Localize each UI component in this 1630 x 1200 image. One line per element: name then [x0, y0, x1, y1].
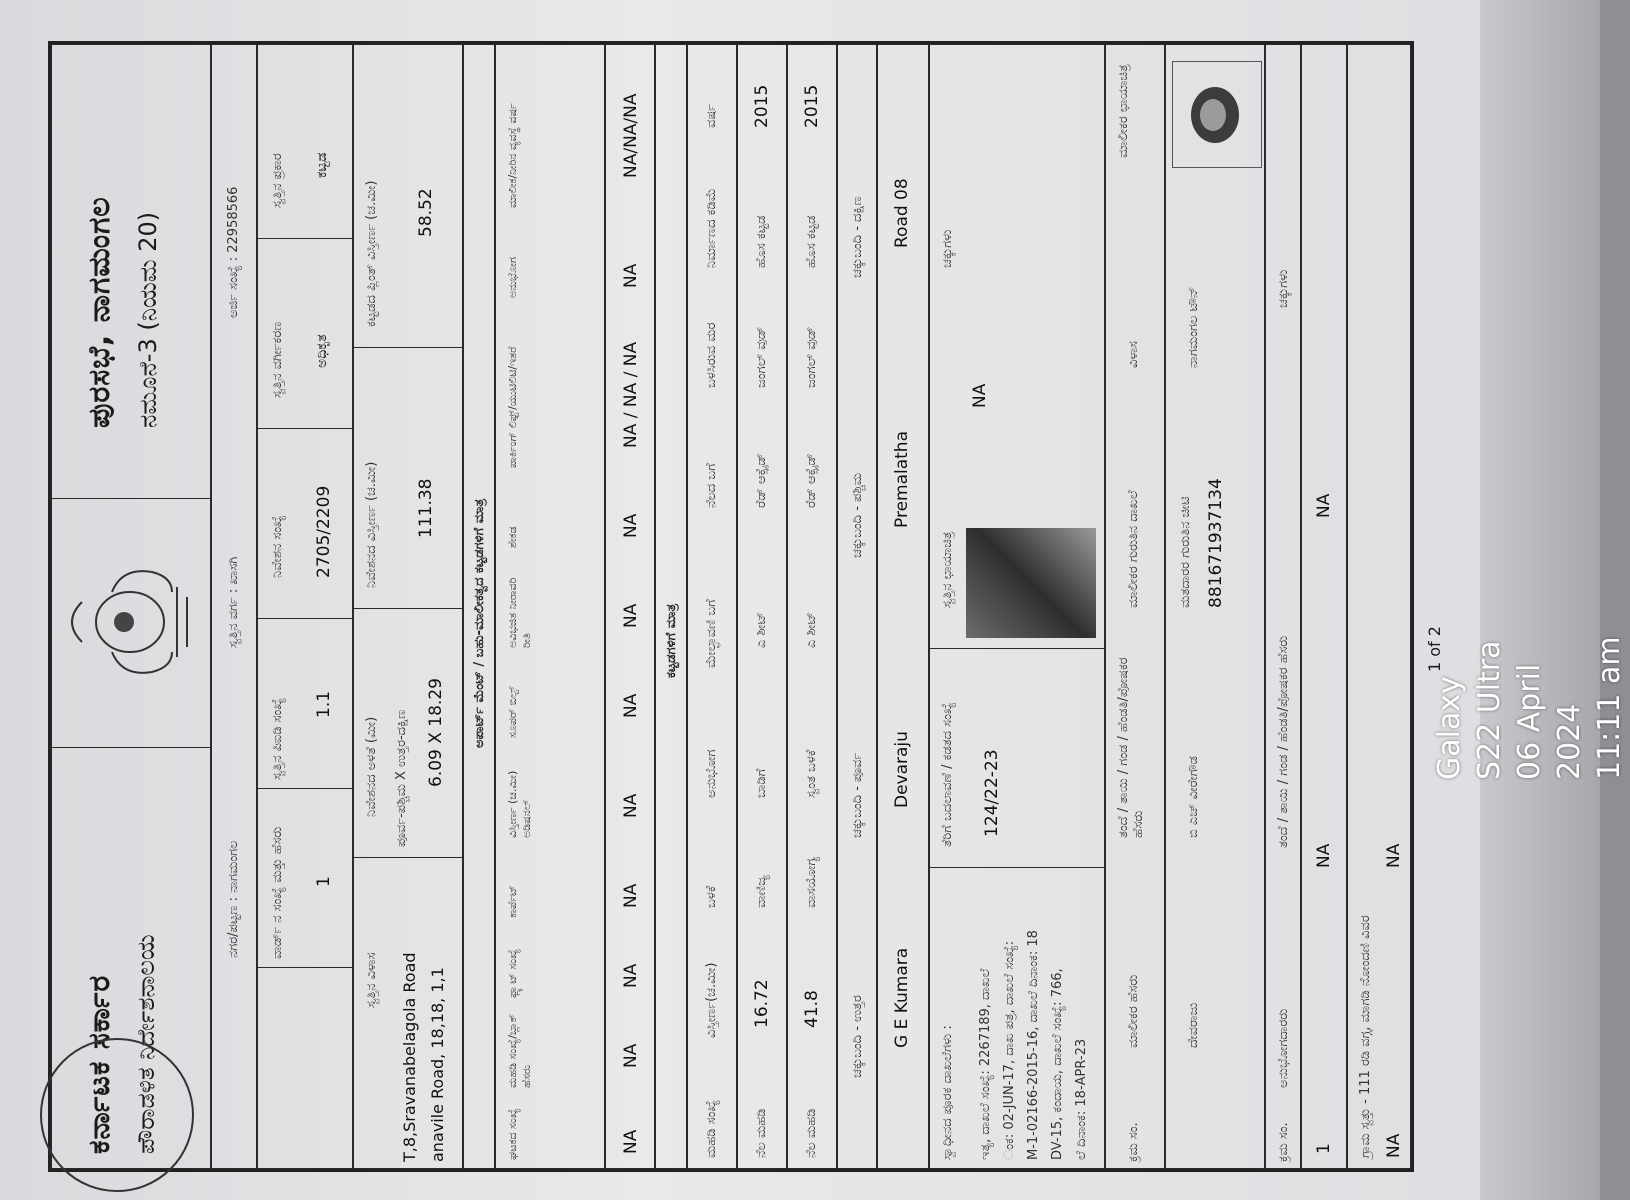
property-kind-value: ಕಟ್ಟಡ	[314, 152, 330, 178]
occupant-header-row	[1265, 44, 1301, 1169]
dimension-value: 6.09 X 18.29	[426, 678, 446, 787]
bld-r1-2: ವಾಣಿಜ್ಯ	[754, 875, 769, 908]
bld-h-8: ವರ್ಷ	[704, 104, 719, 128]
apartment-values	[605, 44, 655, 1169]
property-type-label: ಸ್ವತ್ತಿನ ವರ್ಗ : ಖಾಸಗಿ	[226, 556, 241, 648]
classification-label: ಸ್ವತ್ತಿನ ವರ್ಗೀಕರಣ	[270, 321, 285, 398]
owner-h-1: ಮಾಲೀಕರ ಹೆಸರು	[1126, 974, 1141, 1048]
bld-r2-4: ಎ ಶೀಟ್	[804, 611, 819, 648]
owner-id-label: ಮತದಾರರ ಗುರುತಿನ ಚೀಟಿ	[1178, 496, 1193, 608]
photo-label: ಸ್ವತ್ತಿನ ಛಾಯಾಚಿತ್ರ	[940, 531, 955, 608]
apt-h-additional: ವಿಸ್ತೀರ್ಣ (ಚ.ಮೀ) ಅಡಿಷನಲ್	[506, 770, 533, 838]
ward-value: 1	[314, 876, 334, 887]
address-value-2: anavile Road, 18,18, 1,1	[428, 967, 447, 1162]
classification-col	[258, 238, 354, 428]
registration-line-5: ಲೆ ದಿನಾಂಕ: 18-APR-23	[1074, 1038, 1089, 1160]
bld-r2-6: ಜಂಗಲ್ ವುಡ್	[804, 326, 819, 388]
bld-r1-6: ಜಂಗಲ್ ವುಡ್	[754, 326, 769, 388]
apartment-title-row	[463, 44, 495, 1169]
site-area-value: 111.38	[416, 478, 436, 538]
apt-h-usage: ಅನುಭೋಗ	[506, 257, 519, 298]
bld-r2-7: ಹೊಸ ಕಟ್ಟಡ	[804, 215, 819, 268]
tax-value: 124/22-23	[982, 749, 1002, 837]
occ-row-parent: NA	[1314, 493, 1334, 518]
pid-label: ಸ್ವತ್ತಿನ ಪಿಐಡಿ ಸಂಖ್ಯೆ	[270, 697, 285, 780]
bld-r2-0: ನೆಲ ಮಹಡಿ	[804, 1108, 819, 1158]
occ-h-4: ಚಕ್ಕುಗಳು	[1276, 269, 1291, 308]
site-no-col	[258, 428, 354, 618]
pid-value: 1.1	[314, 690, 334, 718]
apt-v-1: NA	[621, 1043, 641, 1068]
apt-v-5: NA	[621, 693, 641, 718]
bld-h-6: ಬಳಸಿರುವ ಮರ	[704, 322, 719, 388]
plinth-label: ಕಟ್ಟಡದ ಪ್ಲಿಂತ್ ವಿಸ್ತೀರ್ಣ (ಚ.ಮೀ)	[364, 180, 379, 327]
site-area-label: ನಿವೇಶನದ ವಿಸ್ತೀರ್ಣ (ಚ.ಮೀ)	[364, 461, 379, 588]
apt-v-3: NA	[621, 883, 641, 908]
bld-h-2: ಬಳಕೆ	[704, 885, 719, 908]
site-no-value: 2705/2209	[314, 485, 334, 578]
occ-h-2: ತಂದೆ / ತಾಯಿ / ಗಂಡ / ಹೆಂಡತಿ/ಪೋಷಕರ ಹೆಸರು	[1276, 635, 1291, 848]
building-title-row	[655, 44, 687, 1169]
building-row-2	[787, 44, 837, 1169]
bld-h-7: ನಿರ್ಮಾಣದ ಕಡಿಮೆ	[704, 188, 719, 268]
govt-title: ಕರ್ನಾಟಕ ಸರ್ಕಾರ	[82, 974, 117, 1154]
apt-h-percent: ಶೇಕಡ	[506, 526, 519, 548]
boundary-east-value: Devaraju	[892, 731, 912, 808]
bld-h-3: ಅನುಭೋಗ	[704, 749, 719, 798]
occ-row-name: NA	[1314, 843, 1334, 868]
bld-r1-4: ಎ ಶೀಟ್	[754, 611, 769, 648]
address-row	[353, 44, 463, 1169]
owner-id-value: 881671937134	[1206, 478, 1226, 608]
municipality-title: ಪುರಸಭೆ, ನಾಗಮಂಗಲ	[82, 196, 117, 428]
apt-v-8: NA / NA / NA	[621, 341, 641, 448]
pid-col	[258, 618, 354, 788]
registration-block	[929, 44, 1105, 1169]
office-seal-icon	[40, 1038, 194, 1192]
apt-v-6: NA	[621, 603, 641, 628]
apt-h-floor: ಮಹಡಿ ಸಂಖ್ಯೆ/ಬ್ಲಾಕ್ ಹೆಸರು	[506, 1013, 533, 1088]
bld-h-0: ಮಹಡಿ ಸಂಖ್ಯೆ	[704, 1099, 719, 1158]
property-photo	[966, 528, 1096, 638]
plinth-value: 58.52	[416, 188, 436, 237]
bld-r1-5: ರೆಡ್ ಆಕ್ಸೈಡ್	[754, 453, 769, 508]
owner-address: ನಾಗಮಂಗಲ ಟೌನ್	[1186, 286, 1201, 368]
owner-parent: ಬಿ ಎಚ್ ವೀರೇಗೌಡ	[1186, 756, 1201, 838]
state-emblem-icon	[52, 497, 212, 747]
apt-v-7: NA	[621, 513, 641, 538]
boundary-south-label: ಚಕ್ಕುಬಂದಿ - ದಕ್ಷಿಣ	[850, 196, 865, 278]
occupant-note-value-1: NA	[1384, 1133, 1404, 1158]
bld-r1-8: 2015	[752, 84, 772, 128]
building-row-1	[737, 44, 787, 1169]
plinth-col	[354, 43, 464, 348]
boundary-north-label: ಚಕ್ಕುಬಂದಿ - ಉತ್ತರ	[850, 995, 865, 1078]
apt-h-undivided: ಅವಿಭಜಿತ ನೀರಾವರಿ ರೀತಿ	[506, 577, 533, 648]
owner-name: ದೇವರಾಜು	[1186, 1002, 1201, 1048]
boundary-west-label: ಚಕ್ಕುಬಂದಿ - ಪಶ್ಚಿಮ	[850, 472, 865, 558]
apt-v-4: NA	[621, 793, 641, 818]
form-number: ನಮೂನೆ-3 (ನಿಯಮ 20)	[134, 211, 162, 428]
boundary-east-label: ಚಕ್ಕುಬಂದಿ - ಪೂರ್ವ	[850, 752, 865, 838]
watermark-device: Galaxy S22 Ultra	[1432, 640, 1507, 780]
owner-photo-frame	[1172, 61, 1262, 168]
document	[30, 42, 1450, 1172]
bld-r1-1: 16.72	[752, 979, 772, 1028]
watermark-timestamp: 06 April 2024 11:11 am	[1512, 636, 1627, 780]
occupant-note: ಗ್ರಾಮ ಸ್ವತ್ತು - 111 ರಡಿ ವಗ್ಗ, ಮಾಗಡಿ ನೋಂದಣಿ ವಿವರ	[1358, 915, 1373, 1158]
owner-photo-icon	[1173, 62, 1261, 167]
dimension-col	[354, 608, 464, 858]
apt-v-10: NA/NA/NA	[621, 93, 641, 178]
apartment-table	[495, 44, 605, 1169]
apt-h-carpet: ಕಾರ್ಪೆಟ್	[506, 885, 519, 918]
paper-edge	[1480, 0, 1600, 1200]
emblem-frame	[52, 498, 212, 748]
registration-label: ಸ್ವಾಧೀನದ ಪೂರಕ ದಾಖಲೆಗಳು :	[940, 1025, 955, 1160]
owner-h-3: ಮಾಲೀಕರ ಗುರುತಿನ ದಾಖಲೆ	[1126, 490, 1141, 608]
occ-h-1: ಅನುಭೋಗದಾರರು	[1276, 1008, 1291, 1088]
info-row	[211, 44, 257, 1169]
bld-r2-8: 2015	[802, 84, 822, 128]
bld-r2-2: ವಾಸಯೋಗ್ಯ	[804, 856, 819, 908]
occupant-note-value-2: NA	[1384, 843, 1404, 868]
bld-h-4: ಮೇಲ್ಛಾವಣಿ ಬಗೆ	[704, 599, 719, 668]
registration-line-3: M-1-02166-2015-16, ದಾಖಲೆ ದಿನಾಂಕ: 18	[1026, 930, 1041, 1160]
apt-h-roof: ಮಾಲೀಕ/ನೀರಿನ ವ್ಯವಸ್ಥೆ ವರ್ಷ	[506, 103, 519, 208]
map-label: ಚಕ್ಕುಗಳು	[940, 229, 955, 268]
building-header-row	[687, 44, 737, 1169]
apt-h-flat: ಫ್ಲ್ಯಾಟ್ ಸಂಖ್ಯೆ	[506, 948, 519, 998]
occ-row-num: 1	[1314, 1143, 1334, 1154]
apt-h-superbuilt: ಸೂಪರ್ ಬಿಲ್ಟ್	[506, 686, 519, 738]
bld-r2-3: ಸ್ವಂತ ಬಳಕೆ	[804, 749, 819, 798]
bld-r2-5: ರೆಡ್ ಆಕ್ಸೈಡ್	[804, 453, 819, 508]
bld-r1-0: ನೆಲ ಮಹಡಿ	[754, 1108, 769, 1158]
dimension-sub: ಪೂರ್ವ-ಪಶ್ಚಿಮ X ಉತ್ತರ-ದಕ್ಷಿಣ	[394, 709, 409, 847]
property-kind-label: ಸ್ವತ್ತಿನ ಪ್ರಕಾರ	[270, 153, 285, 208]
tax-col	[930, 648, 1106, 868]
bld-r1-7: ಹೊಸ ಕಟ್ಟಡ	[754, 215, 769, 268]
application-number: ಅರ್ಜಿ ಸಂಖ್ಯೆ : 22958566	[226, 186, 241, 318]
bld-h-5: ನೆಲದ ಬಗೆ	[704, 463, 719, 508]
page-number: 1 of 2	[1425, 626, 1444, 672]
tax-label: ತೆರಿಗೆ ಬದಲಾವಣೆ / ಕಡತದ ಸಂಖ್ಯೆ	[940, 702, 955, 847]
occupant-note-row	[1347, 44, 1411, 1169]
dimension-label: ನಿವೇಶನದ ಅಳತೆ (ಮೀ)	[364, 716, 379, 817]
occ-h-0: ಕ್ರಮ ಸಂ.	[1276, 1122, 1291, 1162]
boundary-north-value: G E Kumara	[892, 947, 912, 1048]
site-no-label: ನಿವೇಶನ ಸಂಖ್ಯೆ	[270, 515, 285, 578]
ward-col	[258, 788, 354, 968]
owner-header-row	[1105, 44, 1165, 1169]
apt-v-2: NA	[621, 963, 641, 988]
classification-value: ಅಧಿಕೃತ	[314, 334, 330, 368]
bld-r2-1: 41.8	[802, 990, 822, 1028]
boundary-south-value: Road 08	[892, 178, 912, 248]
apt-h-parking: ಪಾರ್ಕಿಂಗ್ ಲಿಫ್ಟ್/ಯುಟಿಲಿಟಿ/ಇತರೆ	[506, 346, 519, 468]
bld-r1-3: ಬಾಡಿಗೆ	[754, 768, 769, 798]
owner-h-5: ಮಾಲೀಕರ ಛಾಯಾಚಿತ್ರ	[1116, 64, 1131, 158]
boundary-label-row	[837, 44, 877, 1169]
apt-v-0: NA	[621, 1129, 641, 1154]
ward-label: ವಾರ್ಡ್ ನ ಸಂಖ್ಯೆ ಮತ್ತು ಹೆಸರು	[270, 826, 285, 959]
registration-line-2: ಂಕ: 02-JUN-17, ದಾಖ ಪತ್ರ, ದಾಖಲೆ ಸಂಖ್ಯೆ:	[1002, 940, 1017, 1160]
city-label: ನಗರ/ಪಟ್ಟಣ : ನಾಗಮಂಗಲ	[226, 840, 241, 958]
camera-watermark	[1430, 610, 1630, 780]
owner-h-4: ವಿಳಾಸ	[1126, 341, 1141, 368]
apartment-title: ಅಪಾರ್ಟ್ ಮೆಂಟ್ / ಬಹು-ಮಾಲೀಕತ್ವದ ಕಟ್ಟಡಗಳಿಗೆ ಮಾತ್ರ	[472, 498, 487, 748]
form-sheet	[48, 41, 1414, 1172]
apt-h-unit: ಘಟಕದ ಸಂಖ್ಯೆ	[506, 1108, 519, 1160]
owner-h-0: ಕ್ರಮ ಸಂ.	[1126, 1122, 1141, 1162]
bld-h-1: ವಿಸ್ತೀರ್ಣ(ಚ.ಮೀ)	[704, 962, 719, 1038]
owner-row	[1165, 44, 1265, 1169]
address-label: ಸ್ವತ್ತಿನ ವಿಳಾಸ	[364, 952, 379, 1008]
photo-value: NA	[970, 383, 990, 408]
owner-h-2: ತಂದೆ / ತಾಯಿ / ಗಂಡ / ಹೆಂಡತಿ/ಪೋಷಕರ ಹೆಸರು	[1116, 657, 1146, 838]
building-title: ಕಟ್ಟಡಗಳಿಗೆ ಮಾತ್ರ	[664, 603, 679, 678]
apt-v-9: NA	[621, 263, 641, 288]
boundary-value-row	[877, 44, 929, 1169]
registration-line-1: ಇತ್ಯ, ದಾಖಲೆ ಸಂಖ್ಯೆ: 2267189, ದಾಖಲೆ	[978, 968, 993, 1160]
dept-title: ಪೌರಾಡಳಿತ ನಿರ್ದೇಶನಾಲಯ	[132, 934, 160, 1154]
header-block	[51, 44, 211, 1169]
property-row	[257, 44, 353, 1169]
boundary-west-value: Premalatha	[892, 430, 912, 528]
address-value-1: T,8,Sravanabelagola Road	[400, 952, 419, 1162]
occupant-row	[1301, 44, 1347, 1169]
registration-line-4: DV-15, ಕಂದಾಯ, ದಾಖಲೆ ಸಂಖ್ಯೆ: 766,	[1050, 968, 1065, 1160]
